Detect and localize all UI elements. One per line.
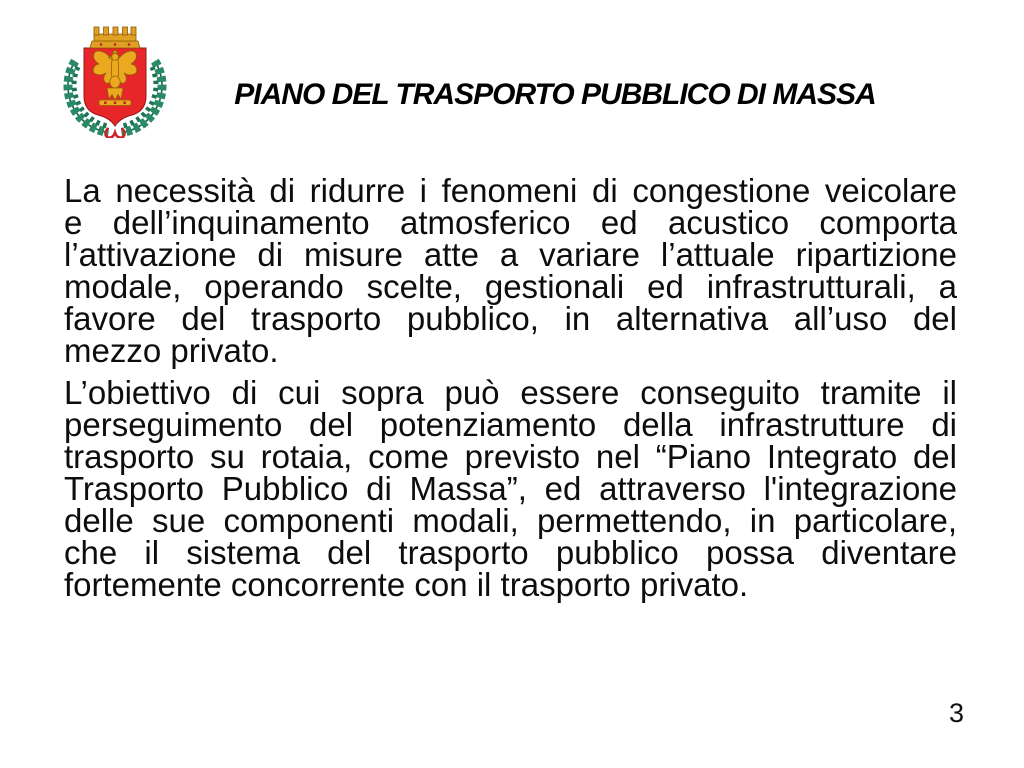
paragraph bbox=[64, 172, 957, 369]
paragraph bbox=[64, 374, 957, 603]
city-coat-of-arms-logo bbox=[56, 12, 174, 138]
text-line: delle sue componenti modali, permettendo, in particolare, bbox=[64, 502, 957, 539]
text-line: l’attivazione di misure atte a variare l’attuale ripartizione bbox=[64, 236, 957, 273]
text-line: La necessità di ridurre i fenomeni di congestione veicolare bbox=[64, 172, 957, 209]
body-text bbox=[64, 172, 957, 603]
text-line: trasporto su rotaia, come previsto nel “Piano Integrato del bbox=[64, 438, 957, 475]
text-line: modale, operando scelte, gestionali ed infrastrutturali, a bbox=[64, 268, 957, 305]
text-line: favore del trasporto pubblico, in alternativa all’uso del bbox=[64, 300, 957, 337]
text-line: L’obiettivo di cui sopra può essere conseguito tramite il bbox=[64, 374, 957, 411]
mural-crown-icon bbox=[90, 27, 140, 48]
text-line: Trasporto Pubblico di Massa”, ed attraverso l'integrazione bbox=[64, 470, 957, 507]
page-number: 3 bbox=[948, 698, 965, 728]
coat-of-arms-graphic bbox=[56, 12, 174, 138]
text-line: mezzo privato. bbox=[64, 332, 279, 369]
text-line: fortemente concorrente con il trasporto privato. bbox=[64, 566, 749, 603]
text-line: perseguimento del potenziamento della infrastrutture di bbox=[64, 406, 957, 443]
slide-title: PIANO DEL TRASPORTO PUBBLICO DI MASSA bbox=[234, 78, 876, 111]
text-line: e dell’inquinamento atmosferico ed acustico comporta bbox=[64, 204, 957, 241]
text-line: che il sistema del trasporto pubblico possa diventare bbox=[64, 534, 957, 571]
